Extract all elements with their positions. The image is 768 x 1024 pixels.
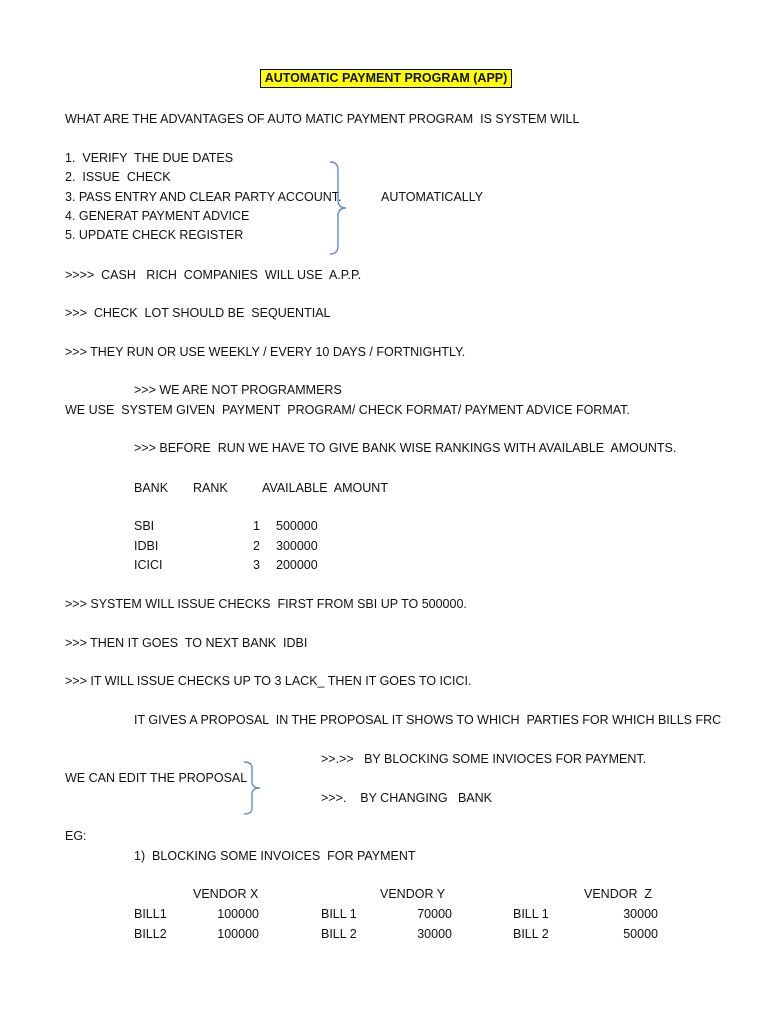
flow-text: >>> THEN IT GOES TO NEXT BANK IDBI (65, 636, 308, 650)
right-brace-icon (242, 760, 264, 816)
eg-label: EG: (65, 829, 87, 843)
automatically-label: AUTOMATICALLY (381, 190, 484, 204)
advantage-item: 3. PASS ENTRY AND CLEAR PARTY ACCOUNT. (65, 190, 342, 204)
advantage-item: 5. UPDATE CHECK REGISTER (65, 228, 244, 242)
bill-label: BILL 1 (321, 907, 357, 921)
vendor-name: VENDOR Y (380, 887, 446, 901)
bank-cell: SBI (134, 519, 155, 533)
amount-header: AVAILABLE AMOUNT (262, 481, 388, 495)
edit-option: >>.>> BY BLOCKING SOME INVIOCES FOR PAYMENT. (321, 752, 647, 766)
advantage-item: 1. VERIFY THE DUE DATES (65, 151, 234, 165)
vendor-name: VENDOR Z (584, 887, 653, 901)
bank-cell: ICICI (134, 558, 163, 572)
document-title: AUTOMATIC PAYMENT PROGRAM (APP) (260, 69, 512, 88)
rank-header: RANK (193, 481, 228, 495)
rank-cell: 2 (253, 539, 260, 553)
edit-proposal-label: WE CAN EDIT THE PROPOSAL (65, 771, 248, 785)
point-text: >>> THEY RUN OR USE WEEKLY / EVERY 10 DAYS / FORTNIGHTLY. (65, 345, 466, 359)
proposal-text: IT GIVES A PROPOSAL IN THE PROPOSAL IT SHOWS TO WHICH PARTIES FOR WHICH BILLS FRC (134, 713, 722, 727)
not-programmers-text: >>> WE ARE NOT PROGRAMMERS (134, 383, 342, 397)
bill-amount: 50000 (623, 927, 658, 941)
amount-cell: 300000 (276, 539, 318, 553)
bank-header: BANK (134, 481, 169, 495)
flow-text: >>> IT WILL ISSUE CHECKS UP TO 3 LACK_ THEN IT GOES TO ICICI. (65, 674, 472, 688)
bill-amount: 30000 (623, 907, 658, 921)
bill-amount: 70000 (417, 907, 452, 921)
advantage-item: 2. ISSUE CHECK (65, 170, 171, 184)
bill-label: BILL 2 (321, 927, 357, 941)
rank-cell: 1 (253, 519, 260, 533)
bill-label: BILL2 (134, 927, 167, 941)
rank-cell: 3 (253, 558, 260, 572)
amount-cell: 200000 (276, 558, 318, 572)
bill-label: BILL1 (134, 907, 167, 921)
before-run-text: >>> BEFORE RUN WE HAVE TO GIVE BANK WISE RANKINGS WITH AVAILABLE AMOUNTS. (134, 441, 677, 455)
point-text: >>>> CASH RICH COMPANIES WILL USE A.P.P. (65, 268, 362, 282)
bill-label: BILL 2 (513, 927, 549, 941)
bill-amount: 100000 (217, 907, 259, 921)
intro-text: WHAT ARE THE ADVANTAGES OF AUTO MATIC PAYMENT PROGRAM IS SYSTEM WILL (65, 112, 580, 126)
bill-label: BILL 1 (513, 907, 549, 921)
eg-item: 1) BLOCKING SOME INVOICES FOR PAYMENT (134, 849, 416, 863)
advantage-item: 4. GENERAT PAYMENT ADVICE (65, 209, 250, 223)
vendor-name: VENDOR X (193, 887, 259, 901)
amount-cell: 500000 (276, 519, 318, 533)
flow-text: >>> SYSTEM WILL ISSUE CHECKS FIRST FROM SBI UP TO 500000. (65, 597, 467, 611)
edit-option: >>>. BY CHANGING BANK (321, 791, 493, 805)
point-text: >>> CHECK LOT SHOULD BE SEQUENTIAL (65, 306, 331, 320)
bank-cell: IDBI (134, 539, 159, 553)
right-brace-icon (328, 160, 350, 256)
bill-amount: 30000 (417, 927, 452, 941)
bill-amount: 100000 (217, 927, 259, 941)
system-given-text: WE USE SYSTEM GIVEN PAYMENT PROGRAM/ CHECK FORMAT/ PAYMENT ADVICE FORMAT. (65, 403, 630, 417)
